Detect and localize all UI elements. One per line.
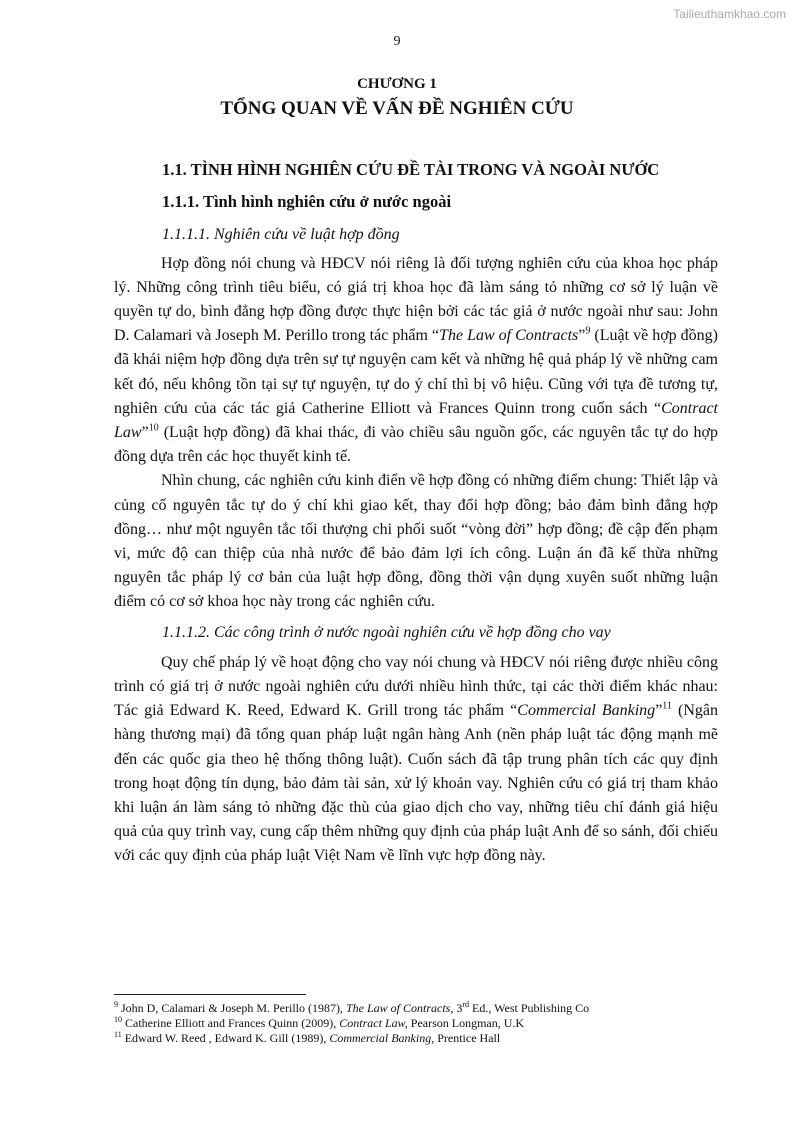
footnote-ref-10: 10 xyxy=(148,422,159,434)
footnotes xyxy=(114,1001,734,1046)
footnote-10: $^{10}$ Catherine Elliott and Frances Quinn (2009), Contract Law, Pearson Longman, U.K xyxy=(114,1015,525,1030)
paragraph-2: Nhìn chung, các nghiên cứu kinh điển về hợp đồng có những điểm chung: Thiết lập và củng cố nguyên tắc tự do ý chí khi giao kết, thay đổi hợp đồng; bảo đảm bình đẳng hợp đồng… như một nguyên tắc tối thượng chi phối suốt “vòng đời” hợp đồng; đề cập đến phạm vi, mức độ can thiệp của nhà nước để bảo đảm lợi ích công. Luận án đã kế thừa những nguyên tắc pháp lý cơ bản của luật hợp đồng, đồng thời vận dụng xuyên suốt những luận điểm có cơ sở khoa học này trong các nghiên cứu. xyxy=(114,472,718,611)
footnote-9: $^9$ John D, Calamari & Joseph M. Perillo (1987), The Law of Contracts, 3rd Ed., West Publishing Co xyxy=(114,1000,590,1015)
section-heading-1-1-1: 1.1.1. Tình hình nghiên cứu ở nước ngoài xyxy=(162,192,452,212)
section-heading-1-1: 1.1. TÌNH HÌNH NGHIÊN CỨU ĐỀ TÀI TRONG VÀ NGOÀI NƯỚC xyxy=(162,160,660,179)
section-heading-1-1-1-2: 1.1.1.2. Các công trình ở nước ngoài nghiên cứu về hợp đồng cho vay xyxy=(162,623,611,641)
watermark: Tailieuthamkhao.com xyxy=(673,7,786,21)
chapter-label: CHƯƠNG 1 xyxy=(357,76,437,92)
section-heading-1-1-1-1: 1.1.1.1. Nghiên cứu về luật hợp đồng xyxy=(162,226,400,244)
body-content xyxy=(114,158,718,869)
footnote-11: $^{11}$ Edward W. Reed , Edward K. Gill (1989), Commercial Banking, Prentice Hall xyxy=(114,1030,501,1045)
footnote-divider xyxy=(114,994,306,995)
page-number: 9 xyxy=(393,34,401,49)
footnote-ref-9: 9 xyxy=(585,325,591,337)
paragraph-3: Quy chế pháp lý về hoạt động cho vay nói chung và HĐCV nói riêng được nhiều công trình có giá trị ở nước ngoài nghiên cứu dưới nhiều hình thức, tại các thời điểm khác nhau: Tác giả Edward K. Reed, Edward K. Grill trong tác phẩm “Commercial Banking”$^{11}$ (Ngân hàng thương mại) đã tổng quan pháp luật ngân hàng Anh (nền pháp luật tác động mạnh mẽ đến các quốc gia theo hệ thống thông luật). Cuốn sách đã tập trung phân tích các quy định trong hoạt động tín dụng, bảo đảm tài sản, xử lý khoản vay. Nghiên cứu có giá trị tham khảo khi luận án làm sáng tỏ những đặc thù của giao dịch cho vay, những tiêu chí đánh giá hiệu quả của quy trình vay, cung cấp thêm những quy định của pháp luật Anh để so sánh, đối chiếu với các quy định của pháp luật Việt Nam về lĩnh vực hợp đồng này. xyxy=(114,653,719,865)
footnote-ref-11: 11 xyxy=(662,700,672,712)
paragraph-1: Hợp đồng nói chung và HĐCV nói riêng là đối tượng nghiên cứu của khoa học pháp lý. Những công trình tiêu biểu, có giá trị khoa học đã làm sáng tỏ những cơ sở lý luận về quyền tự do, bình đẳng hợp đồng được thực hiện bởi các tác giả ở nước ngoài như sau: John D. Calamari và Joseph M. Perillo trong tác phẩm “The Law of Contracts”$^9$ (Luật về hợp đồng) đã khái niệm hợp đồng dựa trên sự tự nguyện cam kết và những hệ quả pháp lý về những cam kết đó, nếu không tồn tại sự tự nguyện, tự do ý chí thì bị vô hiệu. Cũng với tựa đề tương tự, nghiên cứu của các tác giả Catherine Elliott và Frances Quinn trong cuốn sách “Contract Law”$^{10}$ (Luật hợp đồng) đã khai thác, đi vào chiều sâu nguồn gốc, các nguyên tắc tự do hợp đồng dựa trên các học thuyết kinh tế. xyxy=(114,254,719,466)
chapter-title: TỔNG QUAN VỀ VẤN ĐỀ NGHIÊN CỨU xyxy=(220,98,574,119)
